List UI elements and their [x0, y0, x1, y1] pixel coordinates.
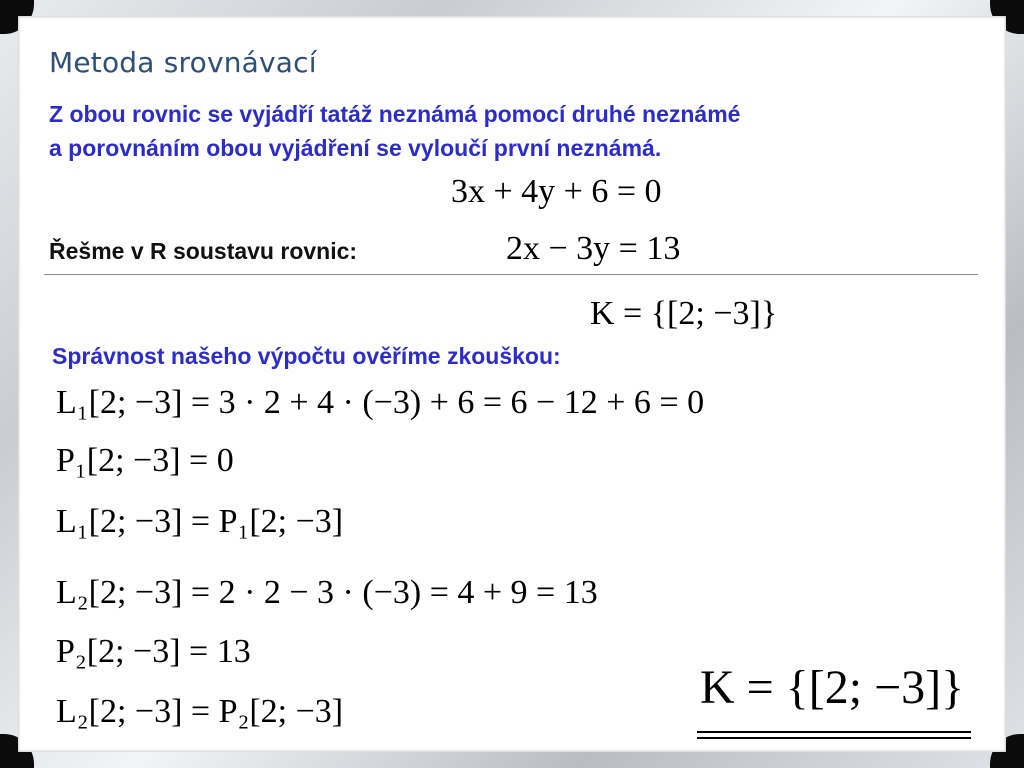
intro-line-1: Z obou rovnic se vyjádří tatáž neznámá pomocí druhé neznámé — [49, 101, 741, 127]
check-line-6: L₂[2; −3] = P₂[2; −3] — [56, 693, 344, 730]
system-label: Řešme v R soustavu rovnic: — [49, 238, 358, 264]
check-line-3: L₁[2; −3] = P₁[2; −3] — [56, 503, 344, 540]
intro-line-2: a porovnáním obou vyjádření se vyloučí první neznámá. — [49, 135, 662, 161]
solution-set-final: K = {[2; −3]} — [700, 661, 965, 714]
check-line-4: L₂[2; −3] = 2 · 2 − 3 · (−3) = 4 + 9 = 13 — [56, 574, 598, 611]
check-line-2: P₁[2; −3] = 0 — [56, 442, 234, 479]
check-line-1: L₁[2; −3] = 3 · 2 + 4 · (−3) + 6 = 6 − 12 + 6 = 0 — [56, 384, 705, 421]
divider-line — [44, 274, 978, 275]
intro-text — [49, 97, 989, 165]
equation-1: 3x + 4y + 6 = 0 — [451, 173, 662, 210]
slide-title: Metoda srovnávací — [49, 46, 317, 79]
check-line-5: P₂[2; −3] = 13 — [56, 633, 251, 670]
double-underline-top — [697, 731, 971, 733]
verification-heading: Správnost našeho výpočtu ověříme zkouškou: — [52, 343, 561, 369]
double-underline-bottom — [697, 737, 971, 739]
solution-set-small: K = {[2; −3]} — [590, 295, 778, 332]
equation-2: 2x − 3y = 13 — [506, 230, 681, 267]
